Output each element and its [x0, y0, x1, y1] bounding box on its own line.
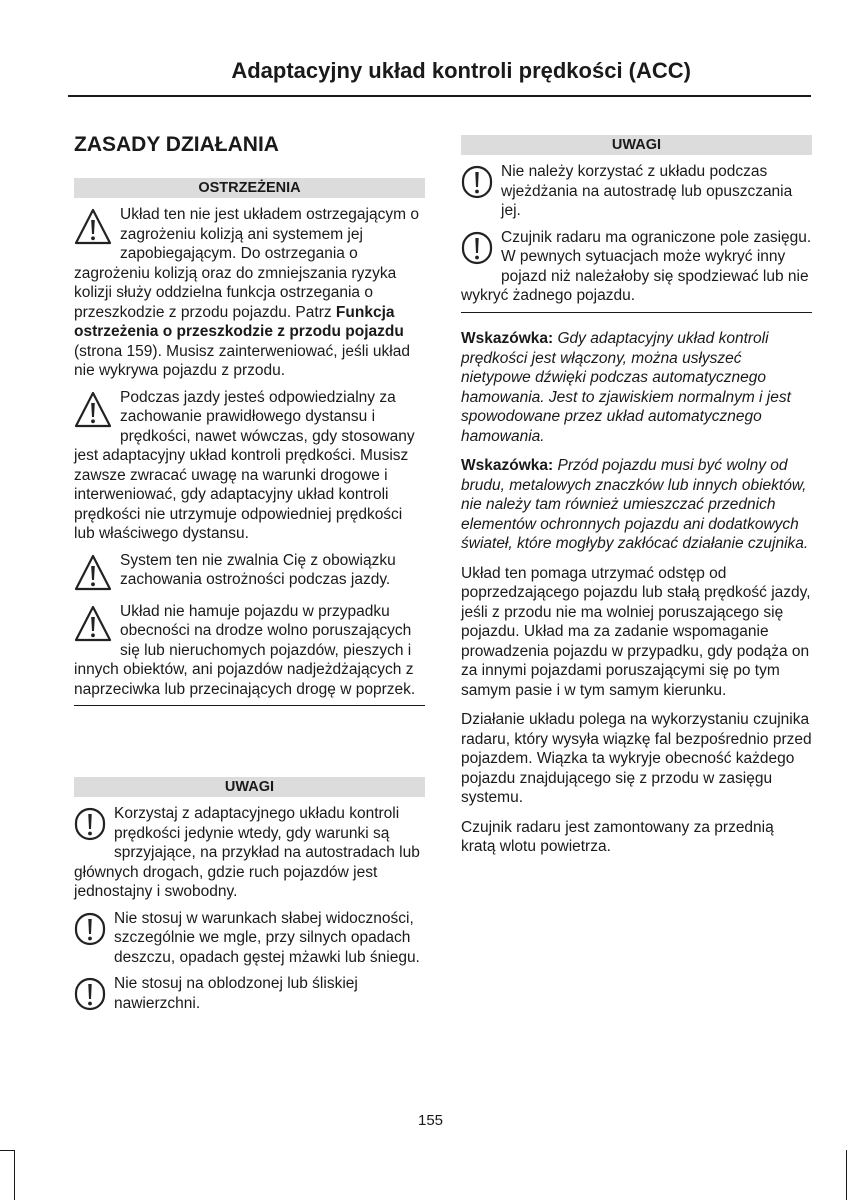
tip-paragraph [461, 456, 812, 554]
tip-text: Przód pojazdu musi być wolny od brudu, metalowych znaczków lub innych obiektów, nie należy tam również umieszczać przednich elementów ochronnych pojazdu ani dodatkowych świateł, które mogłyby zakłócać działanie czujnika. [461, 457, 809, 552]
body-text [461, 329, 812, 867]
tip-label: Wskazówka: [461, 330, 554, 347]
exclamation-circle-icon [74, 911, 106, 947]
exclamation-circle-icon [74, 976, 106, 1012]
warning-text: Układ ten nie jest układem ostrzegającym o zagrożeniu kolizją ani systemem jej zapobiegającym. Do ostrzegania o zagrożeniu kolizją oraz do zmniejszania ryzyka kolizji służy oddzielna funkcja ostrzegania o przeszkodzie z przodu pojazdu. Patrz [74, 206, 419, 321]
warnings-box [74, 178, 425, 706]
warning-triangle-icon [74, 604, 112, 644]
warning-triangle-icon [74, 553, 112, 593]
header-divider [68, 95, 811, 97]
note-text: Nie stosuj w warunkach słabej widoczności, szczególnie we mgle, przy silnych opadach deszczu, opadach gęstej mżawki lub śniegu. [114, 909, 420, 966]
note-item [74, 804, 425, 902]
warning-item [74, 602, 425, 706]
warnings-heading: OSTRZEŻENIA [74, 178, 425, 198]
body-paragraph: Działanie układu polega na wykorzystaniu czujnika radaru, który wysyła wiązkę fal bezpośrednio przed pojazdem. Wiązka ta wykryje obecność każdego pojazdu znajdującego się z przodu w zasięgu systemu. [461, 711, 812, 806]
exclamation-circle-icon [74, 806, 106, 842]
notes-heading: UWAGI [461, 135, 812, 155]
notes-box [74, 777, 425, 1014]
warning-text: Podczas jazdy jesteś odpowiedzialny za zachowanie prawidłowego dystansu i prędkości, nawet wówczas, gdy stosowany jest adaptacyjny układ kontroli prędkości. Musisz zawsze zwracać uwagę na warunki drogowe i interweniować, gdy adaptacyjny układ kontroli prędkości nie utrzymuje odpowiedniej prędkości lub właściwego dystansu. [74, 388, 415, 542]
warning-item [74, 388, 425, 544]
tip-label: Wskazówka: [461, 457, 554, 474]
note-text: Czujnik radaru ma ograniczone pole zasięgu. W pewnych sytuacjach może wykryć inny pojazd niż należałoby się spodziewać lub nie wykryć żadnego pojazdu. [461, 228, 812, 304]
note-text: Nie stosuj na oblodzonej lub śliskiej nawierzchni. [114, 975, 358, 1012]
tip-text: Gdy adaptacyjny układ kontroli prędkości jest włączony, można usłyszeć nietypowe dźwięki podczas automatycznego hamowania. Jest to zjawiskiem normalnym i jest spowodowane przez układ automatycznego hamowania. [461, 330, 791, 445]
warning-item [74, 551, 425, 595]
body-paragraph: Czujnik radaru jest zamontowany za przednią kratą wlotu powietrza. [461, 818, 774, 855]
warning-triangle-icon [74, 390, 112, 430]
crop-mark [14, 1150, 15, 1200]
warning-text: Układ nie hamuje pojazdu w przypadku obecności na drodze wolno poruszających się lub nieruchomych pojazdów, pieszych i innych obiektów, ani pojazdów nadjeżdżających z naprzeciwka lub przecinających drogę w poprzek. [74, 602, 416, 698]
page-number: 155 [417, 1112, 444, 1129]
notes-heading: UWAGI [74, 777, 425, 797]
notes-box [461, 135, 812, 313]
page-title: Adaptacyjny układ kontroli prędkości (ACC) [231, 58, 691, 83]
note-item [461, 228, 812, 312]
exclamation-circle-icon [461, 230, 493, 266]
crop-mark [846, 1150, 847, 1200]
note-item [74, 974, 425, 1013]
section-title: ZASADY DZIAŁANIA [74, 133, 279, 156]
note-item [461, 162, 812, 221]
tip-paragraph [461, 329, 812, 446]
exclamation-circle-icon [461, 164, 493, 200]
crop-mark [0, 1150, 15, 1151]
warning-triangle-icon [74, 207, 112, 247]
cross-reference-link[interactable]: Funkcja ostrzeżenia o przeszkodzie z przodu pojazdu [74, 303, 404, 340]
note-text: Nie należy korzystać z układu podczas wjeżdżania na autostradę lub opuszczania jej. [501, 163, 793, 219]
warning-item [74, 205, 425, 381]
body-paragraph: Układ ten pomaga utrzymać odstęp od poprzedzającego pojazdu lub stałą prędkość jazdy, jeśli z przodu nie ma wolniej poruszającego się pojazdu. Układ ma za zadanie wspomaganie prowadzenia pojazdu w przypadku, gdy podąża on za innymi pojazdami poruszającymi się po tym samym pasie i w tym samym kierunku. [461, 564, 811, 699]
warning-text: System ten nie zwalnia Cię z obowiązku zachowania ostrożności podczas jazdy. [120, 551, 396, 588]
note-item [74, 909, 425, 968]
note-text: Korzystaj z adaptacyjnego układu kontroli prędkości jedynie wtedy, gdy warunki są sprzyjające, na przykład na autostradach lub głównych drogach, gdzie ruch pojazdów jest jednostajny i swobodny. [74, 805, 420, 900]
warning-text: (strona 159). Musisz zainterweniować, jeśli układ nie wykrywa pojazdu z przodu. [74, 342, 410, 379]
